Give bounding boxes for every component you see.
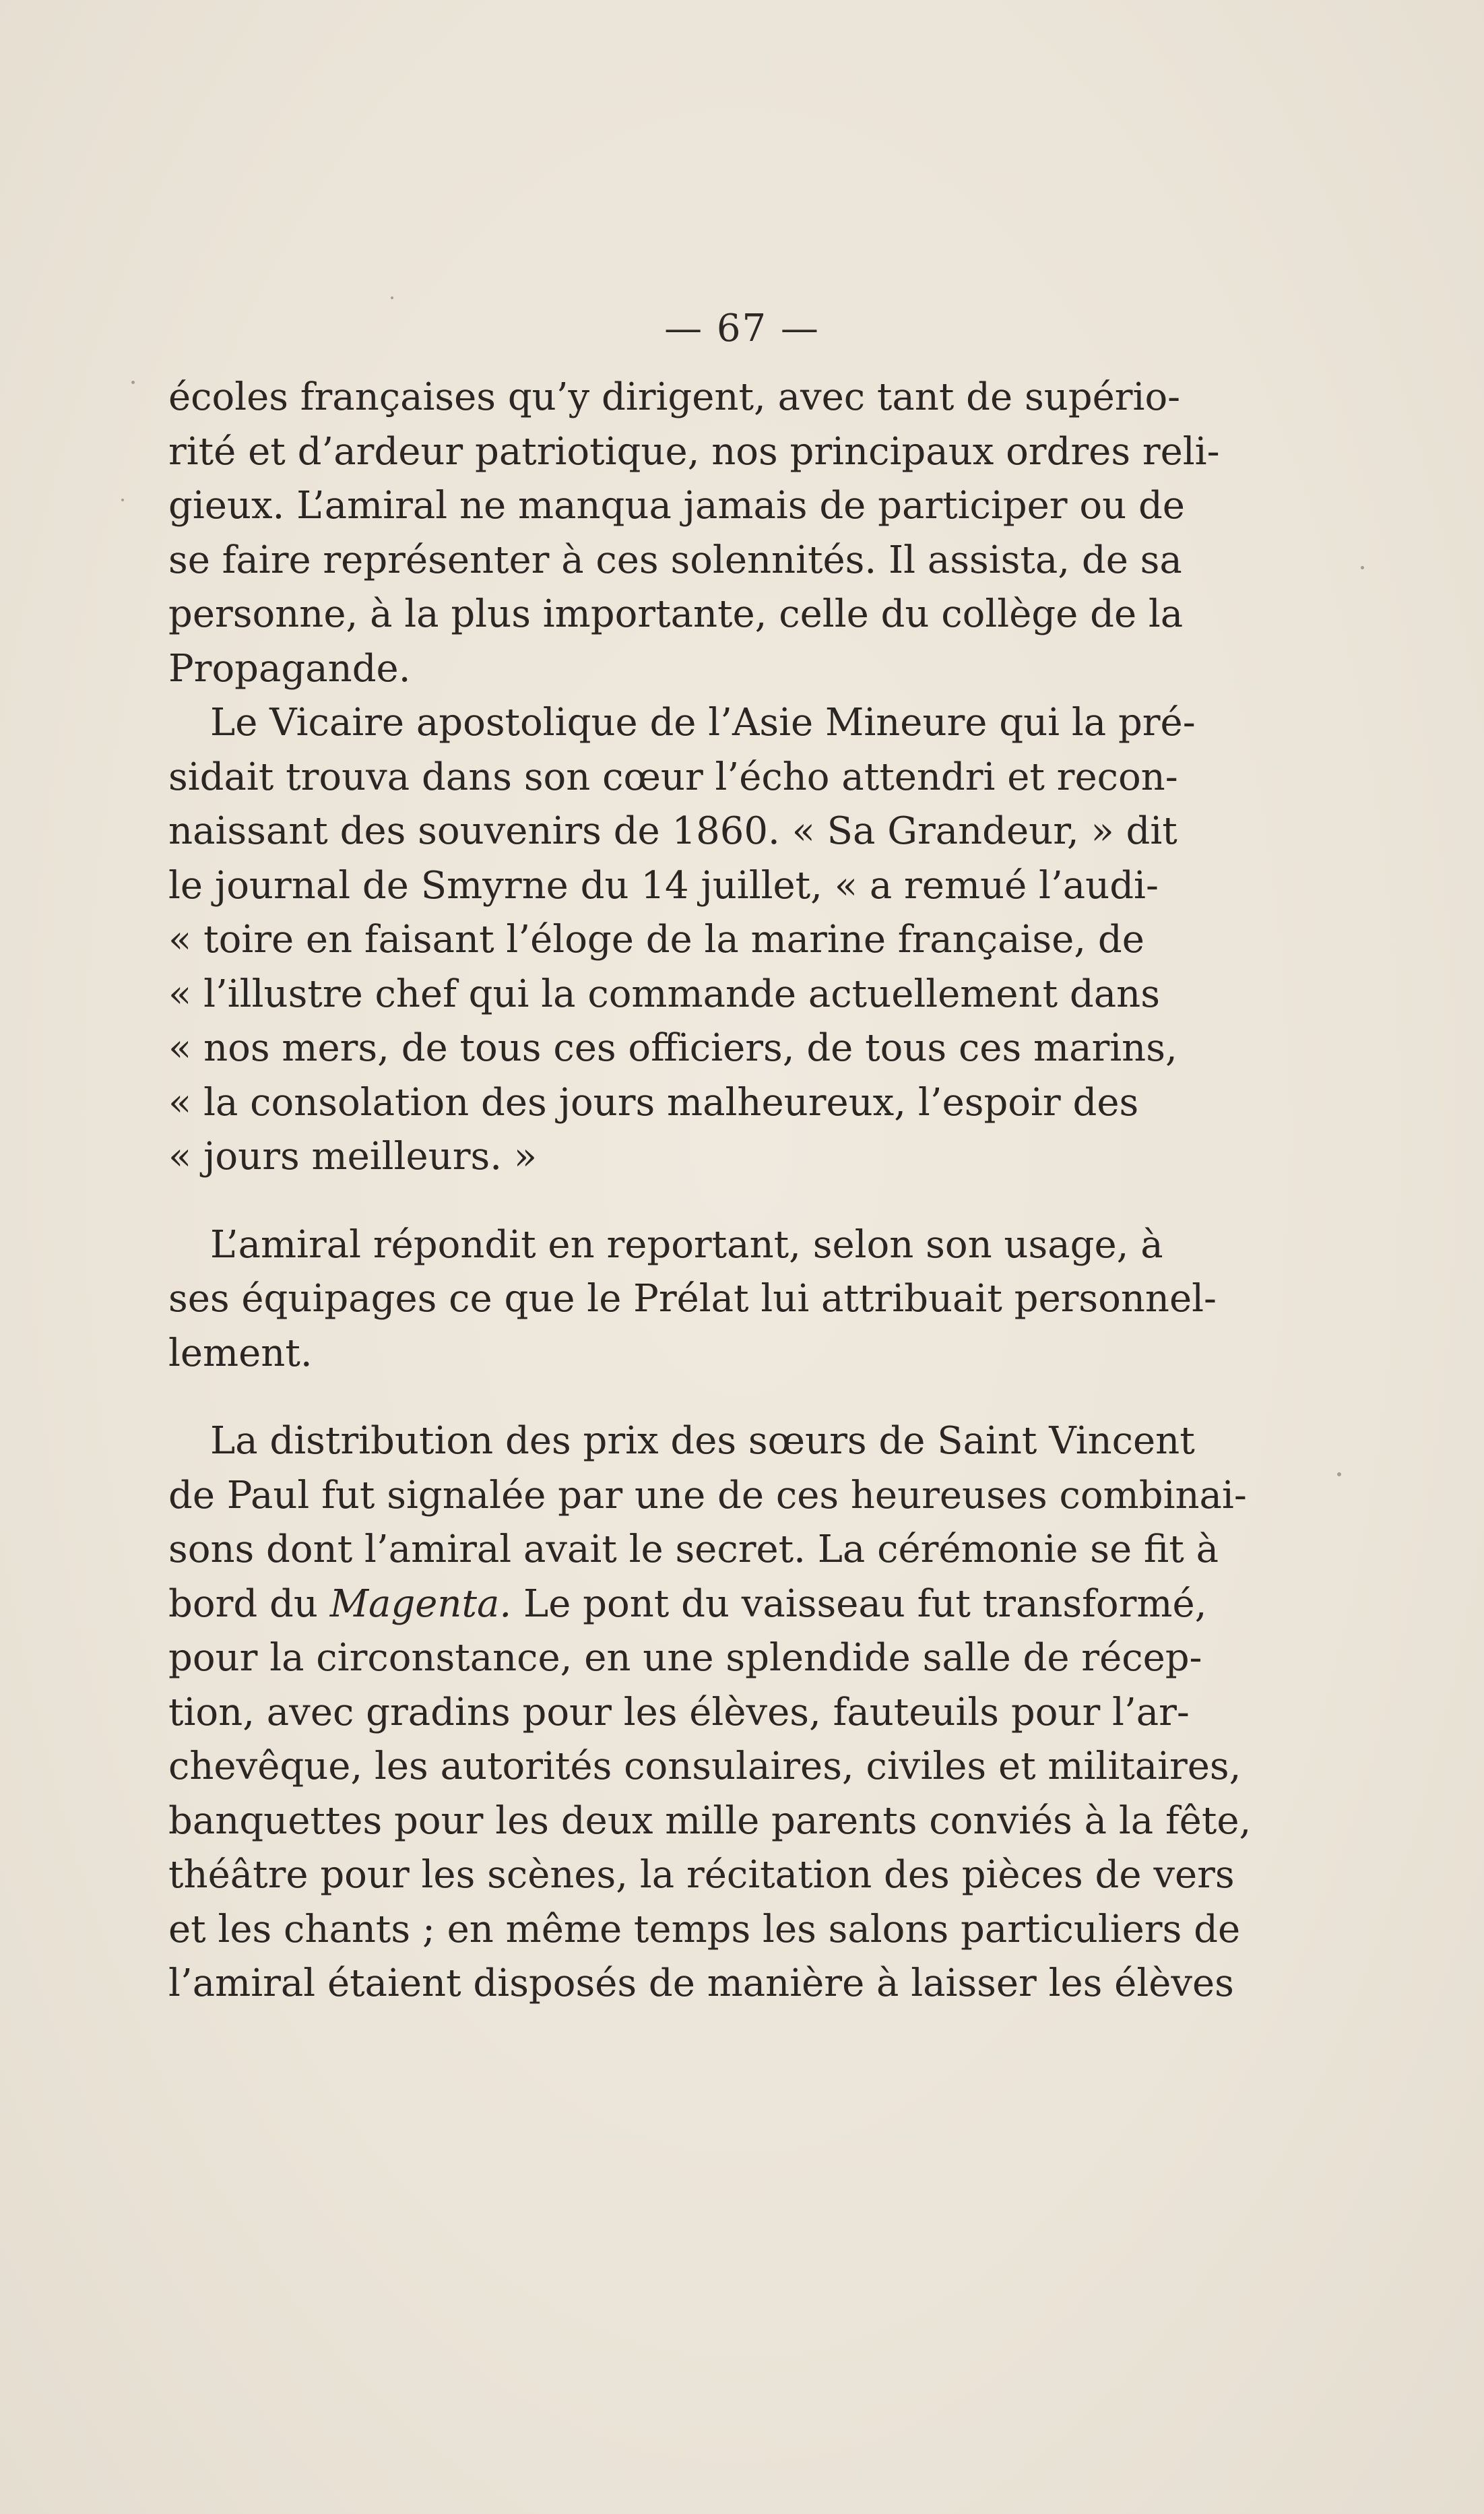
text-line: Le Vicaire apostolique de l’Asie Mineure qui la pré- [210, 701, 1196, 745]
text-line: naissant des souvenirs de 1860. « Sa Grandeur, » dit [168, 809, 1177, 853]
text-line: « la consolation des jours malheureux, l’espoir des [168, 1080, 1139, 1125]
text-line: tion, avec gradins pour les élèves, fauteuils pour l’ar- [168, 1690, 1190, 1734]
text-line: sons dont l’amiral avait le secret. La cérémonie se fit à [168, 1528, 1219, 1571]
text-line: rité et d’ardeur patriotique, nos principaux ordres reli- [168, 429, 1220, 474]
text-line: L’amiral répondit en reportant, selon son usage, à [210, 1222, 1163, 1267]
text-line: pour la circonstance, en une splendide salle de récep- [168, 1636, 1202, 1680]
ship-name: Magenta. [329, 1581, 512, 1626]
text-line: de Paul fut signalée par une de ces heureuses combinai- [168, 1473, 1247, 1517]
text-line: « l’illustre chef qui la commande actuellement dans [168, 972, 1160, 1016]
text-line: ses équipages ce que le Prélat lui attribuait personnel- [168, 1277, 1217, 1321]
text-run: bord du [168, 1581, 318, 1626]
text-line: se faire représenter à ces solennités. Il assista, de sa [168, 538, 1182, 582]
text-run: Le pont du vaisseau fut transformé, [523, 1581, 1207, 1626]
paragraph-gap [168, 1381, 1135, 1414]
paragraph [168, 371, 1220, 696]
text-line: « toire en faisant l’éloge de la marine française, de [168, 918, 1144, 962]
paragraph [168, 1218, 1217, 1381]
paragraph [168, 696, 1196, 1185]
text-line: Propagande. [168, 646, 411, 691]
paper-speck [391, 296, 393, 299]
text-line: écoles françaises qu’y dirigent, avec tant de supério- [168, 375, 1181, 419]
paragraph-gap [168, 1185, 1135, 1218]
text-line: « nos mers, de tous ces officiers, de tous ces marins, [168, 1026, 1177, 1070]
text-line: l’amiral étaient disposés de manière à laisser les élèves [168, 1961, 1234, 2005]
text-line: le journal de Smyrne du 14 juillet, « a remué l’audi- [168, 863, 1159, 908]
body-text [168, 371, 1252, 2011]
text-line: « jours meilleurs. » [168, 1135, 538, 1179]
paper-speck [1337, 1472, 1341, 1476]
text-line: gieux. L’amiral ne manqua jamais de participer ou de [168, 484, 1185, 528]
paper-speck [121, 499, 124, 501]
text-line [168, 1577, 1207, 1632]
text-line: sidait trouva dans son cœur l’écho attendri et recon- [168, 755, 1178, 799]
paper-speck [131, 381, 135, 384]
text-line: théâtre pour les scènes, la récitation des pièces de vers [168, 1853, 1235, 1897]
paragraph [168, 1414, 1252, 2011]
page-number: — 67 — [664, 307, 820, 350]
text-line: et les chants ; en même temps les salons particuliers de [168, 1907, 1241, 1951]
text-line: chevêque, les autorités consulaires, civiles et militaires, [168, 1745, 1241, 1788]
text-line: banquettes pour les deux mille parents conviés à la fête, [168, 1798, 1252, 1843]
text-line: La distribution des prix des sœurs de Saint Vincent [210, 1419, 1195, 1463]
text-line: lement. [168, 1331, 313, 1375]
text-line: personne, à la plus importante, celle du collège de la [168, 592, 1184, 636]
paper-speck [1361, 566, 1364, 569]
